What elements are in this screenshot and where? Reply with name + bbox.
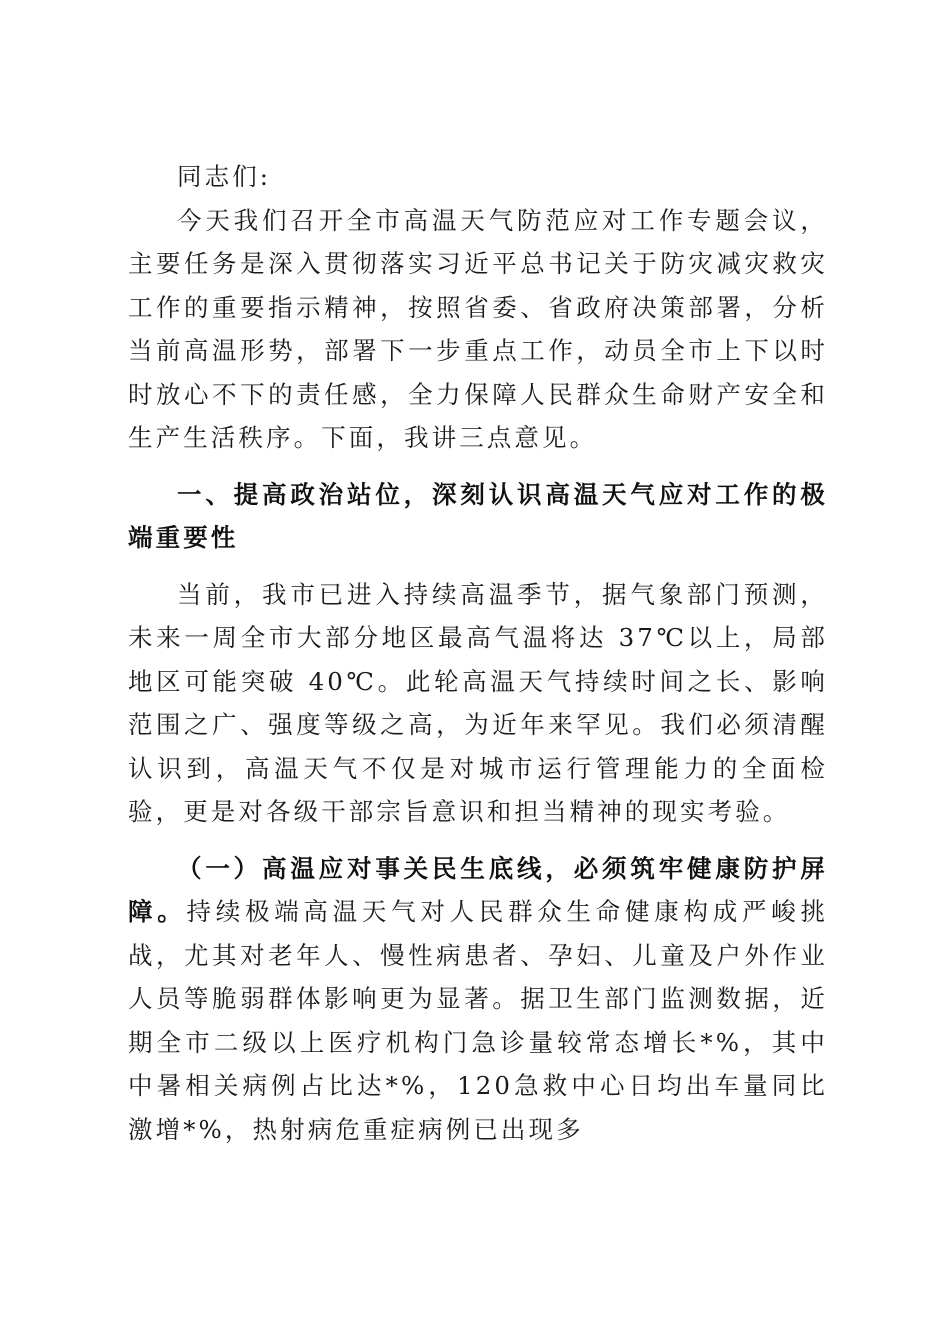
subsection-1-title: （一）高温应对事关民生底线，必须筑牢健康防护屏障。	[128, 853, 828, 926]
salutation: 同志们:	[177, 162, 272, 191]
document-body	[128, 155, 828, 1151]
section-1-heading: 一、提高政治站位，深刻认识高温天气应对工作的极端重要性	[128, 479, 828, 552]
subsection-1-paragraph	[128, 847, 828, 1152]
subsection-1-body: 持续极端高温天气对人民群众生命健康构成严峻挑战，尤其对老年人、慢性病患者、孕妇、儿童及户外作业人员等脆弱群体影响更为显著。据卫生部门监测数据，近期全市二级以上医疗机构门急诊量较常态增长*%，其中中暑相关病例占比达*%，120急救中心日均出车量同比激增*%，热射病危重症病例已出现多	[128, 897, 829, 1144]
section-1-paragraph: 当前，我市已进入持续高温季节，据气象部门预测，未来一周全市大部分地区最高气温将达 37℃以上，局部地区可能突破 40℃。此轮高温天气持续时间之长、影响范围之广、强度等级之高，为近年来罕见。我们必须清醒认识到，高温天气不仅是对城市运行管理能力的全面检验，更是对各级干部宗旨意识和担当精神的现实考验。	[128, 579, 828, 826]
intro-paragraph: 今天我们召开全市高温天气防范应对工作专题会议，主要任务是深入贯彻落实习近平总书记关于防灾减灾救灾工作的重要指示精神，按照省委、省政府决策部署，分析当前高温形势，部署下一步重点工作，动员全市上下以时时放心不下的责任感，全力保障人民群众生命财产安全和生产生活秩序。下面，我讲三点意见。	[128, 205, 828, 452]
